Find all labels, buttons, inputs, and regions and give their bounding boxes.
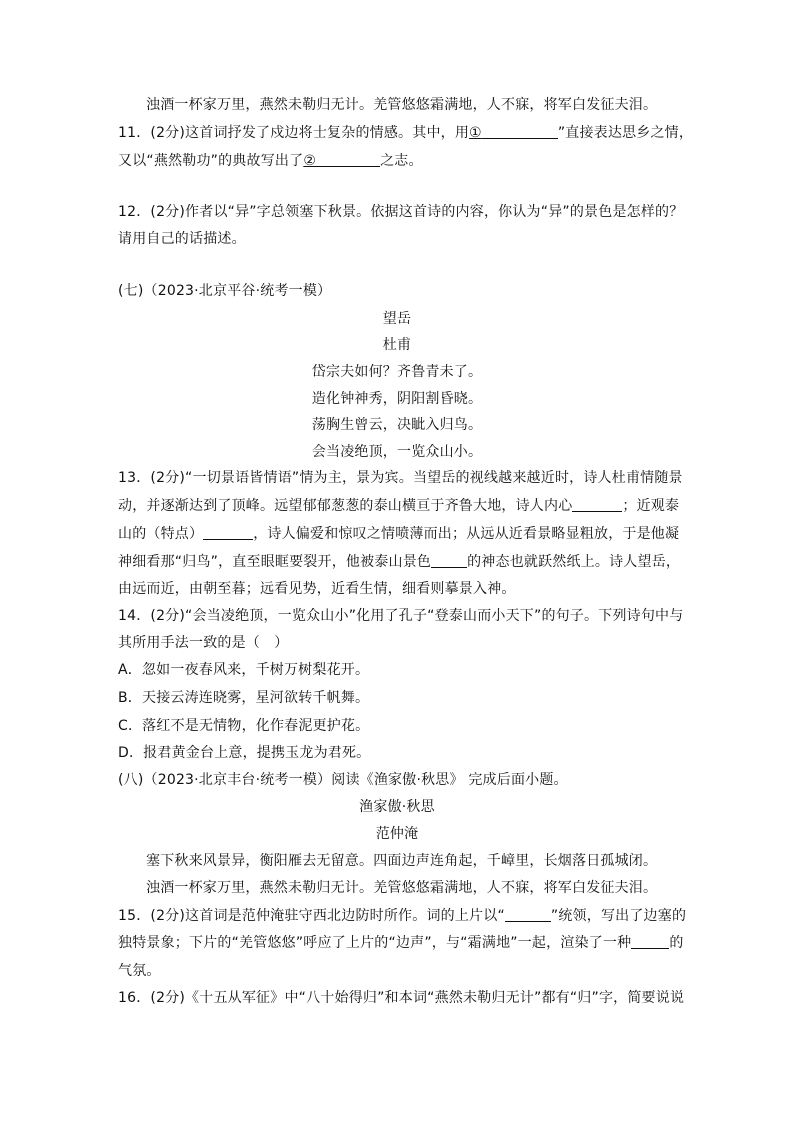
question-13-text-b: ；近观泰 [622,498,680,514]
question-11-text-c: 又以“燕然勒功”的典故写出了 [118,153,304,169]
answer-blank-13c[interactable] [431,553,467,568]
question-15-text-d: 的 [669,935,684,951]
section-7-heading: (七)（2023·北京平谷·统考一模） [118,283,332,299]
question-13-text-f: 的神态也就跃然纸上。诗人望岳， [467,554,681,570]
question-12-line-1: 12．(2分)作者以“异”字总领塞下秋景。依据这首诗的内容，你认为“异”的景色是怎样的？ [118,204,684,220]
question-15-text-b: ”统领，写出了边塞的 [550,908,687,924]
question-11-line-2 [118,151,423,171]
answer-marker-2: ② [303,153,317,169]
option-d[interactable]: D．报君黄金台上意，提携玉龙为君死。 [118,745,371,761]
answer-blank-1[interactable] [482,124,558,139]
question-13-text-a: 动，并逐渐达到了顶峰。远望郁郁葱葱的泰山横亘于齐鲁大地，诗人内心 [118,498,573,514]
poem-7-title: 望岳 [382,311,412,327]
section-8-heading: (八)（2023·北京丰台·统考一模）阅读《渔家傲·秋思》 完成后面小题。 [118,772,568,788]
question-13-line-2 [118,496,679,516]
option-b[interactable]: B．天接云涛连晓雾，星河欲转千帆舞。 [118,690,370,706]
question-12-line-2: 请用自己的话描述。 [118,231,246,247]
question-11-text-a: 11．(2分)这首词抒发了戍边将士复杂的情感。其中，用 [118,125,470,141]
poem-7-line-3: 荡胸生曾云，决眦入归鸟。 [311,417,483,433]
answer-blank-2[interactable] [316,152,380,167]
question-13-line-1: 13．(2分)“一切景语皆情语”情为主，景为宾。当望岳的视线越来越近时，诗人杜甫情随景 [118,470,683,486]
poem-8-line-1: 塞下秋来风景异，衡阳雁去无留意。四面边声连角起，千嶂里，长烟落日孤城闭。 [146,853,658,869]
poem-8-line-2: 浊酒一杯家万里，燕然未勒归无计。羌管悠悠霜满地，人不寐，将军白发征夫泪。 [146,880,658,896]
question-11-line-1 [118,123,693,143]
question-13-line-3 [118,524,679,544]
poem-8-author: 范仲淹 [375,826,419,842]
question-11-text-b: ”直接表达思乡之情， [557,125,694,141]
question-15-text-c: 独特景象；下片的“羌管悠悠”呼应了上片的“边声”，与“霜满地”一起，渲染了一种 [118,935,632,951]
option-c[interactable]: C．落红不是无情物，化作春泥更护花。 [118,718,370,734]
poem-8-title: 渔家傲·秋思 [359,799,435,815]
question-13-line-4 [118,552,680,572]
question-11-text-d: 之志。 [380,153,423,169]
poem-continuation-line: 浊酒一杯家万里，燕然未勒归无计。羌管悠悠霜满地，人不寐，将军白发征夫泪。 [146,97,658,113]
poem-7-author: 杜甫 [382,337,412,353]
question-13-text-c: 山的（特点） [118,526,204,542]
answer-blank-15b[interactable] [631,934,669,949]
question-14-line-2: 其所用手法一致的是（ ） [118,635,289,651]
question-13-text-d: ，诗人偏爱和惊叹之情喷薄而出；从远从近看景略显粗放，于是他凝 [253,526,680,542]
question-15-line-2 [118,933,684,953]
question-13-line-5: 由远而近，由朝至暮；远看见势，近看生情，细看则摹景入神。 [118,581,516,597]
poem-7-line-2: 造化钟神秀，阴阳割昏晓。 [311,391,483,407]
question-15-line-1 [118,906,686,926]
question-13-text-e: 神细看那“归鸟”，直至眼眶要裂开，他被泰山景色 [118,554,432,570]
question-15-line-3: 气氛。 [118,963,161,979]
question-15-text-a: 15．(2分)这首词是范仲淹驻守西北边防时所作。词的上片以“ [118,908,505,924]
option-a[interactable]: A．忽如一夜春风来，千树万树梨花开。 [118,662,370,678]
question-14-line-1: 14．(2分)“会当凌绝顶，一览众山小”化用了孔子“登泰山而小天下”的句子。下列诗句中与 [118,608,684,624]
poem-7-line-4: 会当凌绝顶，一览众山小。 [311,444,483,460]
answer-marker-1: ① [469,125,482,141]
answer-blank-13b[interactable] [203,525,253,540]
answer-blank-13a[interactable] [572,497,622,512]
question-16-line-1: 16．(2分)《十五从军征》中“八十始得归”和本词“燕然未勒归无计”都有“归”字，简要说说 [118,990,685,1006]
answer-blank-15a[interactable] [505,907,551,922]
poem-7-line-1: 岱宗夫如何？齐鲁青未了。 [311,364,483,380]
